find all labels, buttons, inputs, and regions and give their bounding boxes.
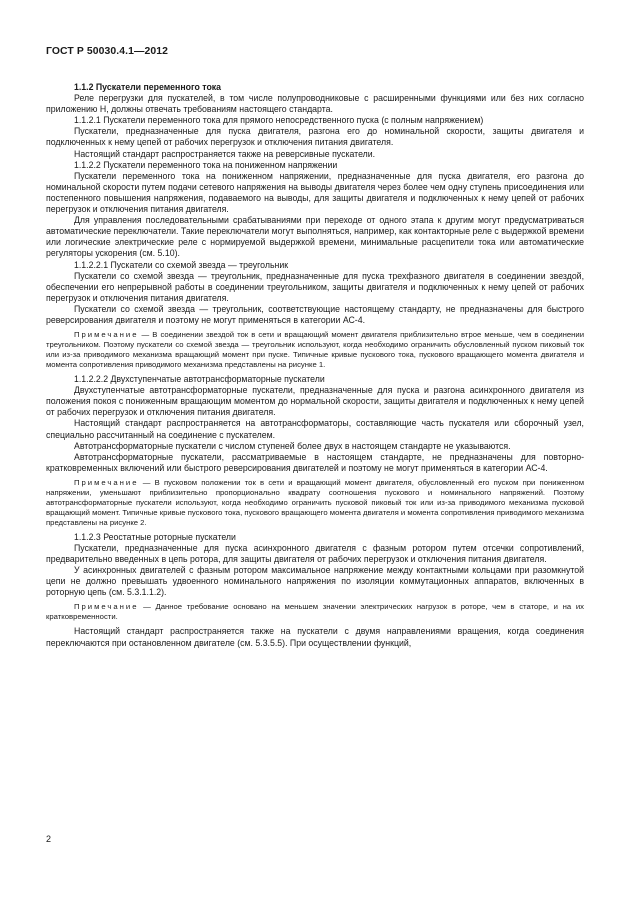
page-number: 2 — [46, 834, 52, 844]
clause-title-1-1-2-2-1: 1.1.2.2.1 Пускатели со схемой звезда — треугольник — [74, 259, 289, 270]
note-text: — В соединении звездой ток в сети и вращающий момент двигателя приблизительно втрое меньше, чем в соединении треугольником. Поэтому пускатели со схемой звезда — треугольник используют, когда необходимо ограничить обусловленный пуском пиковый ток или из-за приводимого механизма вращающий момент при пуске. Типичные кривые пускового тока, пускового вращающего момента двигателя и момента сопротивления приводимого механизма представлены на рисунке 1. — [46, 330, 584, 370]
note-rotor — [46, 602, 584, 622]
document-header: ГОСТ Р 50030.4.1—2012 — [46, 46, 168, 57]
paragraph: Для управления последовательными срабатываниями при переходе от одного этапа к другим могут предусматриваться автоматические переключатели. Такие переключатели могут выполняться, например, как контакторные реле с выдержкой времени или логические электрические реле с нормируемой выдержкой времени, минимальные расцепители тока или автоматические регуляторы ускорения (см. 5.10). — [46, 215, 584, 259]
paragraph: Настоящий стандарт распространяется также на реверсивные пускатели. — [74, 148, 376, 159]
note-label: Примечание — [74, 602, 139, 612]
note-autotransformer — [46, 478, 584, 528]
paragraph: Автотрансформаторные пускатели с числом ступеней более двух в настоящем стандарте не указываются. — [74, 440, 511, 451]
paragraph: Пускатели переменного тока на пониженном напряжении, предназначенные для пуска двигателя, его разгона до номинальной скорости путем подачи сетевого напряжения на выводы двигателя через более чем одну ступень присоединения или постепенного повышения напряжения, подаваемого на выводы, для защиты двигателя и подключенных к нему цепей от рабочих перегрузок и отключения питания двигателя. — [46, 170, 584, 215]
note-text: — В пусковом положении ток в сети и вращающий момент двигателя, обусловленный его пуском при пониженном напряжении, уменьшают приблизительно пропорционально квадрату соотношения пускового и номинального напряжений. Поэтому автотрансформаторные пускатели используют, когда необходимо ограничить пусковой пиковый ток или из-за приводимого механизма пусковой вращающий момент. Типичные кривые пускового тока, пускового вращающего момента двигателя и момента сопротивления приводимого механизма представлены на рисунке 2. — [46, 477, 584, 527]
paragraph: У асинхронных двигателей с фазным ротором максимальное напряжение между контактными кольцами при разомкнутой цепи не должно превышать удвоенного номинального напряжения по изоляции коммутационных аппаратов, включенных в роторную цепь (см. 5.3.1.1.2). — [46, 565, 584, 598]
paragraph: Пускатели со схемой звезда — треугольник, предназначенные для пуска трехфазного двигателя в соединении звездой, обеспечении его непрерывной работы в соединении треугольником, защиты двигателя и подключенных к нему цепей от рабочих перегрузок и отключения питания двигателя. — [46, 270, 584, 303]
clause-title-1-1-2-3: 1.1.2.3 Реостатные роторные пускатели — [74, 531, 236, 542]
paragraph: Пускатели, предназначенные для пуска двигателя, разгона его до номинальной скорости, защиты двигателя и подключенных к нему цепей от рабочих перегрузок и отключения питания двигателя. — [46, 126, 584, 148]
paragraph: Пускатели со схемой звезда — треугольник, соответствующие настоящему стандарту, не предназначены для быстрого реверсирования двигателя и поэтому не могут применяться в категории АС-4. — [46, 303, 584, 325]
paragraph: Пускатели, предназначенные для пуска асинхронного двигателя с фазным ротором путем отсечки сопротивлений, предварительно введенных в цепь ротора, для защиты двигателя от рабочих перегрузок и отключения питания двигателя. — [46, 543, 584, 565]
paragraph: Настоящий стандарт распространяется на автотрансформаторы, составляющие часть пускателя или сборочный узел, специально рассчитанный на соединение с пускателем. — [46, 418, 584, 440]
paragraph: Двухступенчатые автотрансформаторные пускатели, предназначенные для пуска и разгона асинхронного двигателя из положения покоя с пониженным вращающим моментом до нормальной скорости, защиты двигателя и подключенных к нему цепей от рабочих перегрузок и отключения питания двигателя. — [46, 385, 584, 418]
clause-title-1-1-2-2: 1.1.2.2 Пускатели переменного тока на пониженном напряжении — [74, 159, 338, 170]
note-star-delta — [46, 330, 584, 370]
paragraph: Автотрансформаторные пускатели, рассматриваемые в настоящем стандарте, не предназначены для повторно-кратковременных включений или быстрого реверсирования двигателей и поэтому не могут применяться в категории АС-4. — [46, 451, 584, 473]
note-label: Примечание — [74, 477, 139, 487]
note-text: — Данное требование основано на меньшем значении электрических нагрузок в роторе, чем в статоре, и на их кратковременности. — [46, 602, 584, 622]
paragraph: Реле перегрузки для пускателей, в том числе полупроводниковые с расширенными функциями или без них согласно приложению Н, должны отвечать требованиям настоящего стандарта. — [46, 93, 584, 115]
section-heading-1-1-2: 1.1.2 Пускатели переменного тока — [74, 82, 222, 92]
paragraph: Настоящий стандарт распространяется также на пускатели с двумя направлениями вращения, когда соединения переключаются при остановленном двигателе (см. 5.3.5.5). При осуществлении функций, — [46, 626, 584, 648]
document-body — [46, 82, 584, 649]
clause-title-1-1-2-1: 1.1.2.1 Пускатели переменного тока для прямого непосредственного пуска (с полным напряжением) — [74, 115, 484, 126]
note-label: Примечание — [74, 330, 139, 340]
clause-title-1-1-2-2-2: 1.1.2.2.2 Двухступенчатые автотрансформаторные пускатели — [74, 374, 325, 385]
